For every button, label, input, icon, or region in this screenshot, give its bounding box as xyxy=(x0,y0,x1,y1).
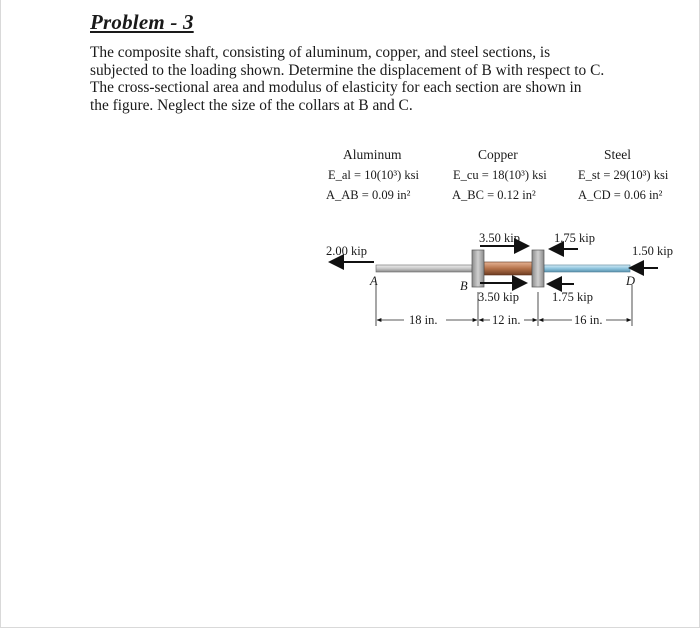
load-right-label: 1.50 kip xyxy=(632,244,673,258)
load-left-label: 2.00 kip xyxy=(326,244,367,258)
aluminum-area: A_AB = 0.09 in² xyxy=(326,188,411,202)
dimension-ab-label: 18 in. xyxy=(409,313,438,327)
load-top-b-label: 3.50 kip xyxy=(479,231,520,245)
collar-c xyxy=(532,250,544,287)
problem-title: Problem - 3 xyxy=(90,10,194,34)
load-top-c-label: 1.75 kip xyxy=(554,231,595,245)
point-b-label: B xyxy=(460,279,468,293)
statement-line: The composite shaft, consisting of aluminum, copper, and steel sections, is xyxy=(90,44,551,61)
aluminum-name: Aluminum xyxy=(343,147,402,162)
steel-section xyxy=(544,265,630,272)
dimension-cd-label: 16 in. xyxy=(574,313,603,327)
copper-area: A_BC = 0.12 in² xyxy=(452,188,536,202)
collar-b xyxy=(472,250,484,287)
statement-line: subjected to the loading shown. Determine the displacement of B with respect to C. xyxy=(90,61,605,79)
load-bottom-b-label: 3.50 kip xyxy=(478,290,519,304)
copper-modulus: E_cu = 18(10³) ksi xyxy=(453,168,547,182)
statement-line: the figure. Neglect the size of the collars at B and C. xyxy=(90,96,413,114)
copper-section xyxy=(484,262,532,275)
aluminum-modulus: E_al = 10(10³) ksi xyxy=(328,168,419,182)
point-d-label: D xyxy=(626,274,636,288)
load-bottom-c-label: 1.75 kip xyxy=(552,290,593,304)
steel-name: Steel xyxy=(604,147,631,162)
copper-name: Copper xyxy=(478,147,518,162)
point-a-label: A xyxy=(370,274,378,288)
dimension-bc-label: 12 in. xyxy=(492,313,521,327)
aluminum-section xyxy=(376,265,472,272)
steel-modulus: E_st = 29(10³) ksi xyxy=(578,168,669,182)
steel-area: A_CD = 0.06 in² xyxy=(578,188,663,202)
statement-line: The cross-sectional area and modulus of elasticity for each section are shown in xyxy=(90,79,582,97)
